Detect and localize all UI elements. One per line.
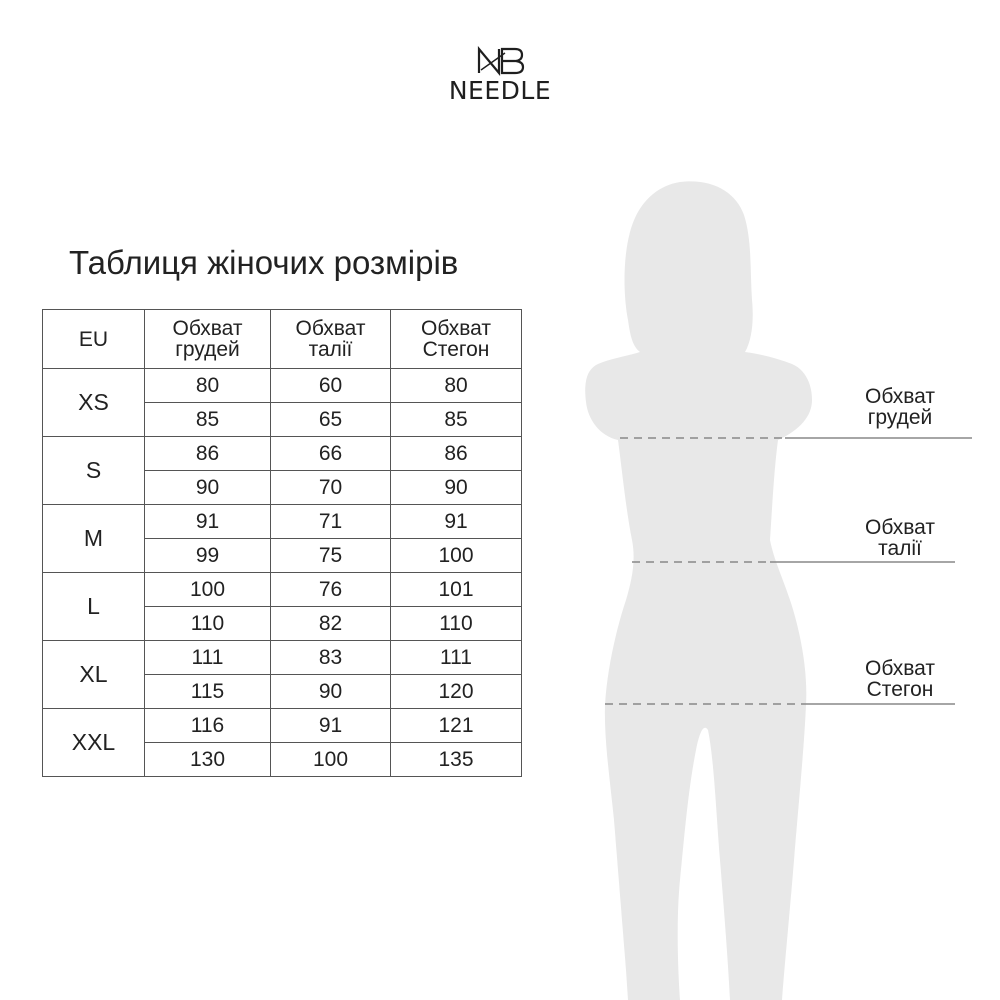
table-cell: 65 — [271, 403, 391, 437]
needle-logo-mark-icon — [475, 46, 527, 76]
size-label: L — [43, 573, 145, 641]
table-cell: 75 — [271, 539, 391, 573]
brand-name: NEEDLE — [448, 76, 552, 105]
table-cell: 100 — [271, 743, 391, 777]
table-row — [43, 641, 522, 675]
table-cell: 76 — [271, 573, 391, 607]
table-cell: 60 — [271, 369, 391, 403]
table-cell: 100 — [145, 573, 271, 607]
table-cell: 86 — [391, 437, 522, 471]
table-cell: 83 — [271, 641, 391, 675]
table-cell: 91 — [271, 709, 391, 743]
table-cell: 70 — [271, 471, 391, 505]
table-cell: 85 — [145, 403, 271, 437]
table-cell: 80 — [145, 369, 271, 403]
table-cell: 90 — [271, 675, 391, 709]
size-label: XL — [43, 641, 145, 709]
table-cell: 110 — [391, 607, 522, 641]
body-silhouette — [570, 170, 850, 1000]
table-row — [43, 437, 522, 471]
table-row — [43, 709, 522, 743]
header-hips: Обхват Стегон — [391, 310, 522, 369]
table-cell: 91 — [145, 505, 271, 539]
table-cell: 120 — [391, 675, 522, 709]
table-row — [43, 573, 522, 607]
size-label: XS — [43, 369, 145, 437]
table-cell: 110 — [145, 607, 271, 641]
table-cell: 86 — [145, 437, 271, 471]
header-bust: Обхват грудей — [145, 310, 271, 369]
size-table — [42, 309, 522, 777]
header-waist: Обхват талії — [271, 310, 391, 369]
table-row — [43, 369, 522, 403]
table-cell: 121 — [391, 709, 522, 743]
table-cell: 71 — [271, 505, 391, 539]
table-cell: 90 — [391, 471, 522, 505]
table-cell: 91 — [391, 505, 522, 539]
table-cell: 101 — [391, 573, 522, 607]
table-cell: 80 — [391, 369, 522, 403]
table-cell: 135 — [391, 743, 522, 777]
table-cell: 90 — [145, 471, 271, 505]
table-cell: 111 — [145, 641, 271, 675]
table-cell: 116 — [145, 709, 271, 743]
hips-label: Обхват Стегон — [865, 657, 935, 701]
size-label: S — [43, 437, 145, 505]
header-eu: EU — [43, 310, 145, 369]
page-title: Таблиця жіночих розмірів — [69, 244, 459, 281]
size-label: M — [43, 505, 145, 573]
table-cell: 100 — [391, 539, 522, 573]
waist-label: Обхват талії — [865, 516, 935, 560]
table-cell: 99 — [145, 539, 271, 573]
table-header-row — [43, 310, 522, 369]
table-cell: 82 — [271, 607, 391, 641]
table-cell: 111 — [391, 641, 522, 675]
table-row — [43, 505, 522, 539]
table-cell: 130 — [145, 743, 271, 777]
table-cell: 85 — [391, 403, 522, 437]
table-cell: 115 — [145, 675, 271, 709]
table-cell: 66 — [271, 437, 391, 471]
bust-label: Обхват грудей — [865, 385, 935, 429]
size-label: XXL — [43, 709, 145, 777]
brand-logo — [430, 46, 570, 110]
